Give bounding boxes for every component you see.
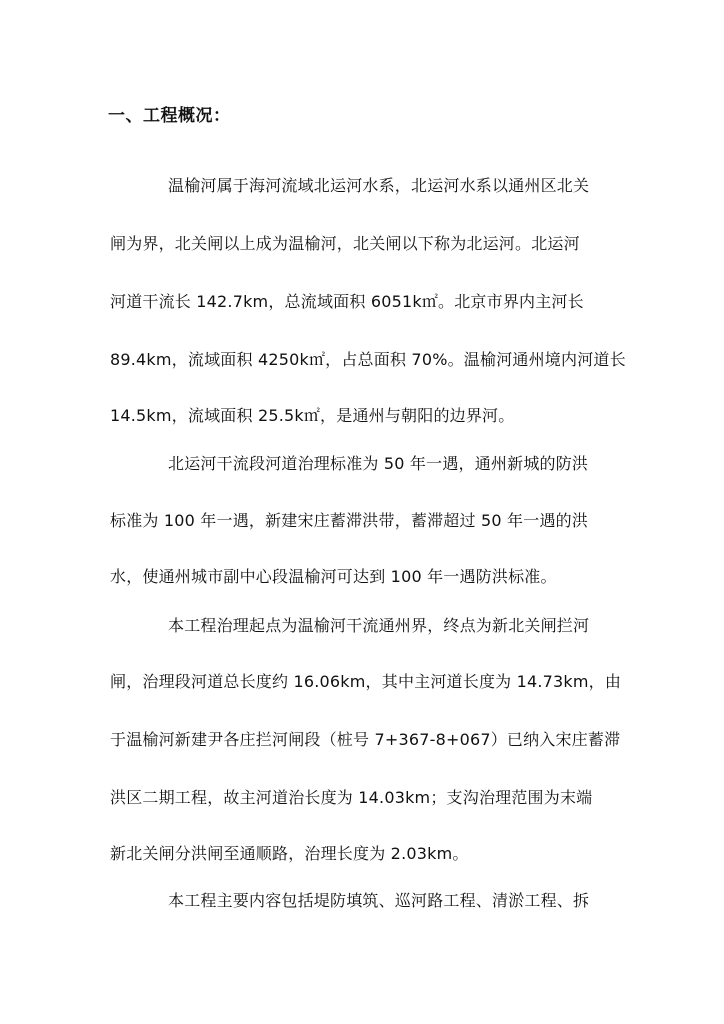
section-heading: 一、工程概况： [108,106,231,126]
paragraph-1-line-1: 温榆河属于海河流域北运河水系，北运河水系以通州区北关 [168,176,590,195]
paragraph-3-line-3: 于温榆河新建尹各庄拦河闸段（桩号 7+367-8+067）已纳入宋庄蓄滞 [110,730,621,749]
paragraph-1-line-4: 89.4km，流域面积 4250k㎡，占总面积 70%。温榆河通州境内河道长 [110,350,626,369]
paragraph-1-line-3: 河道干流长 142.7km，总流域面积 6051k㎡。北京市界内主河长 [110,292,584,311]
paragraph-2-line-3: 水，使通州城市副中心段温榆河可达到 100 年一遇防洪标准。 [110,567,557,586]
paragraph-1-line-2: 闸为界，北关闸以上成为温榆河，北关闸以下称为北运河。北运河 [110,234,580,253]
paragraph-4-line-1: 本工程主要内容包括堤防填筑、巡河路工程、清淤工程、拆 [168,891,590,910]
paragraph-3-line-4: 洪区二期工程，故主河道治长度为 14.03km；支沟治理范围为末端 [110,788,593,807]
paragraph-3-line-1: 本工程治理起点为温榆河干流通州界，终点为新北关闸拦河 [168,616,590,635]
paragraph-3-line-5: 新北关闸分洪闸至通顺路，治理长度为 2.03km。 [110,844,469,863]
paragraph-1-line-5: 14.5km，流域面积 25.5k㎡，是通州与朝阳的边界河。 [110,406,515,425]
paragraph-2-line-1: 北运河干流段河道治理标准为 50 年一遇，通州新城的防洪 [168,454,589,473]
paragraph-2-line-2: 标准为 100 年一遇，新建宋庄蓄滞洪带，蓄滞超过 50 年一遇的洪 [110,511,589,530]
paragraph-3-line-2: 闸，治理段河道总长度约 16.06km，其中主河道长度为 14.73km，由 [110,672,622,691]
